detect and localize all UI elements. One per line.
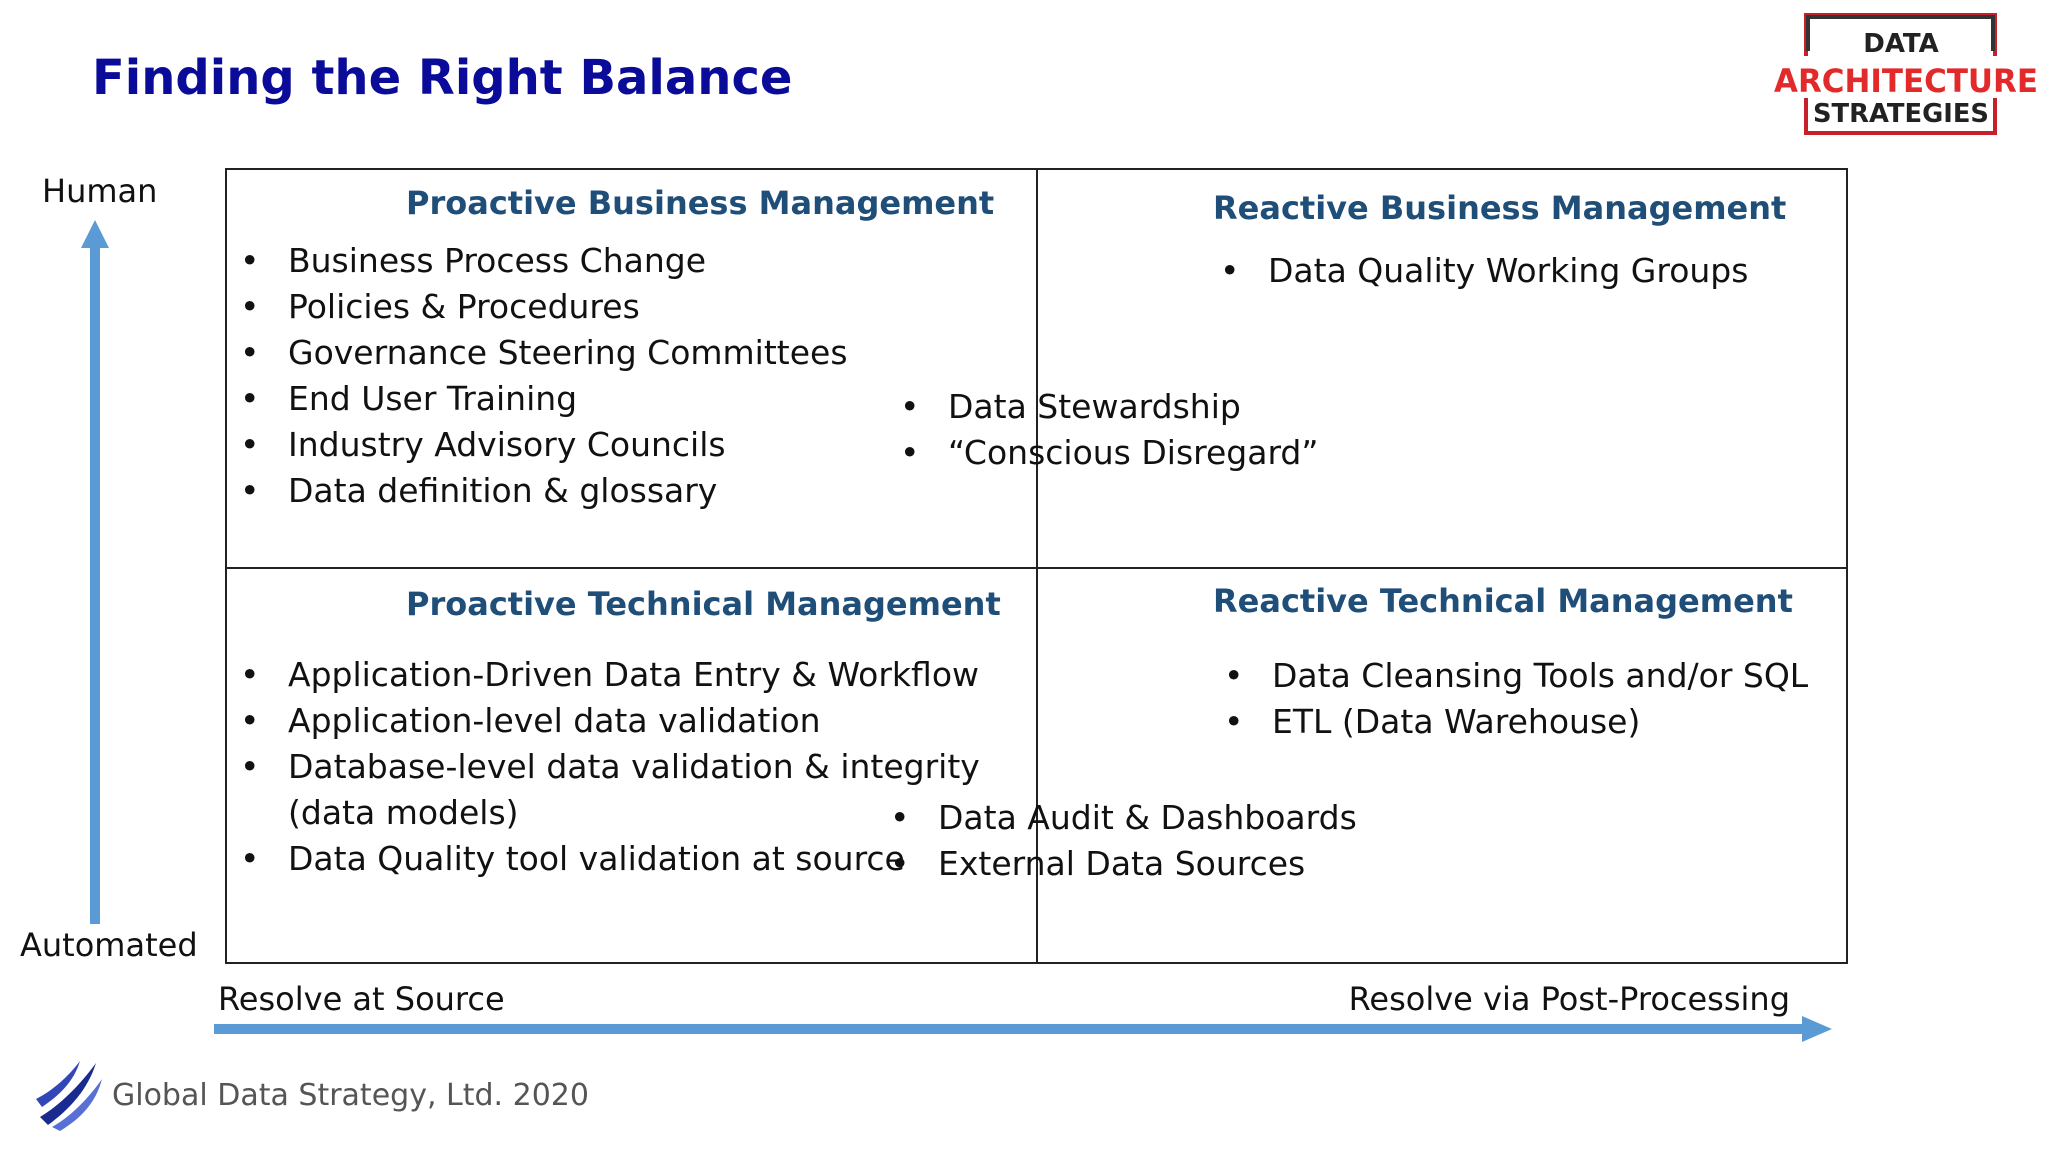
proactive-business-list <box>240 238 848 514</box>
straddling-bottom-list <box>890 795 1357 887</box>
list-item: • Industry Advisory Councils <box>240 422 848 468</box>
quadrant-title-reactive-business: Reactive Business Management <box>1213 189 1787 227</box>
list-item: • ETL (Data Warehouse) <box>1224 699 1808 745</box>
list-item: • Database-level data validation & integrity <box>240 744 980 790</box>
logo-line-3: STRATEGIES <box>1813 99 1989 129</box>
list-item: • Data Quality tool validation at source <box>240 836 980 882</box>
data-architecture-strategies-logo <box>1760 12 2044 136</box>
list-item: • Business Process Change <box>240 238 848 284</box>
proactive-technical-list <box>240 652 980 882</box>
list-item: • End User Training <box>240 376 848 422</box>
slide-title: Finding the Right Balance <box>92 50 793 106</box>
horizontal-axis-arrow <box>214 1014 1834 1044</box>
list-item: • Data Cleansing Tools and/or SQL <box>1224 653 1808 699</box>
list-item: • Application-Driven Data Entry & Workflow <box>240 652 980 698</box>
reactive-business-list <box>1220 248 1748 294</box>
quadrant-title-reactive-technical: Reactive Technical Management <box>1213 582 1793 620</box>
list-item: • External Data Sources <box>890 841 1357 887</box>
x-axis-left-label: Resolve at Source <box>218 980 505 1018</box>
list-item: • Data Stewardship <box>900 384 1318 430</box>
quadrant-title-proactive-technical: Proactive Technical Management <box>406 585 1001 623</box>
x-axis-right-label: Resolve via Post-Processing <box>1348 980 1790 1018</box>
vertical-axis-arrow <box>78 218 112 928</box>
footer-copyright: Global Data Strategy, Ltd. 2020 <box>112 1078 589 1113</box>
list-item: • Data definition & glossary <box>240 468 848 514</box>
y-axis-top-label: Human <box>42 172 158 210</box>
global-data-strategy-logo-icon <box>30 1055 106 1131</box>
list-item: • Application-level data validation <box>240 698 980 744</box>
straddling-top-list <box>900 384 1318 476</box>
logo-line-2: ARCHITECTURE <box>1774 62 2038 100</box>
list-item: • “Conscious Disregard” <box>900 430 1318 476</box>
list-item: • Data Audit & Dashboards <box>890 795 1357 841</box>
logo-line-1: DATA <box>1863 29 1939 59</box>
reactive-technical-list <box>1224 653 1808 745</box>
y-axis-bottom-label: Automated <box>20 926 198 964</box>
list-item: • Data Quality Working Groups <box>1220 248 1748 294</box>
list-item: • Governance Steering Committees <box>240 330 848 376</box>
list-item: • Policies & Procedures <box>240 284 848 330</box>
quadrant-title-proactive-business: Proactive Business Management <box>406 184 995 222</box>
list-item-continuation: (data models) <box>288 793 519 832</box>
grid-horizontal-divider <box>225 567 1848 569</box>
